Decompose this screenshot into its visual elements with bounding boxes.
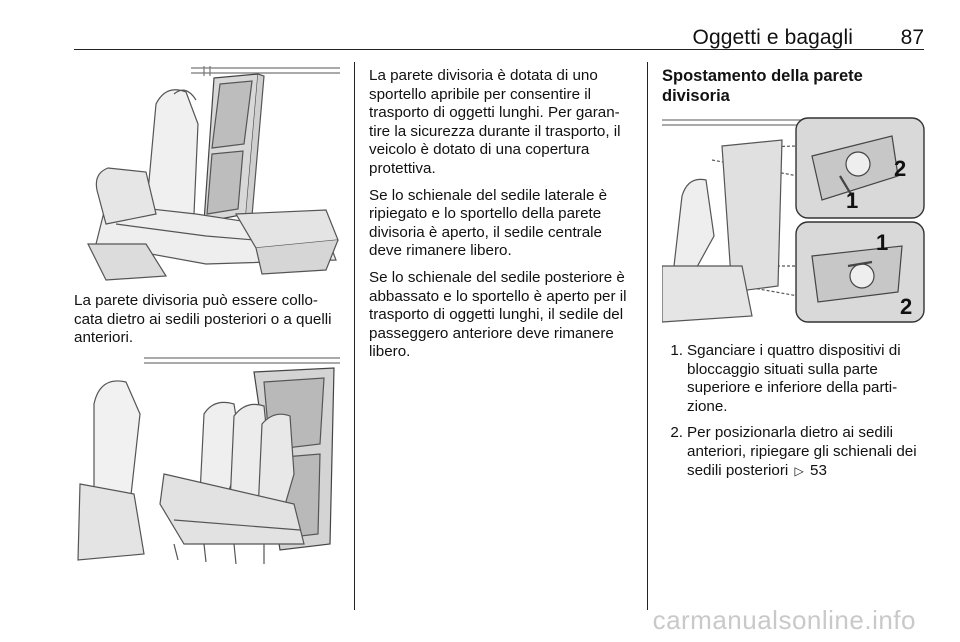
callout-top-2: 2 — [894, 156, 907, 181]
section-title: Spostamento della parete divisoria — [662, 67, 863, 105]
column2-body — [369, 67, 635, 370]
step-number: 1. — [670, 342, 683, 359]
paragraph-3: Se lo schienale del sedile posteriore è abbassato e lo sportello è aperto per il trasporto di oggetti lunghi, il sedile del passeggero anteriore deve rimanere libero. — [369, 268, 627, 361]
list-item — [662, 424, 924, 480]
partition-rear-seats-drawing — [86, 64, 340, 282]
header-title: Oggetti e bagagli — [692, 26, 853, 49]
page-number: 87 — [900, 26, 924, 49]
header-rule — [74, 49, 924, 50]
column-divider-left — [354, 62, 355, 610]
column-divider-right — [647, 62, 648, 610]
step-number: 2. — [670, 424, 683, 442]
paragraph-1: La parete divisoria è dotata di uno sportello apribile per consentire il trasporto di oggetti lunghi. Per garan-tire la sicurezza durante il trasporto, il veicolo è dotato di una copertura protettiva. — [369, 67, 621, 177]
list-item — [662, 342, 924, 416]
callout-top-1: 1 — [846, 188, 859, 213]
callout-bottom-2: 2 — [900, 294, 913, 319]
locking-devices-drawing — [662, 116, 926, 328]
step-text: Sganciare i quattro dispositivi di bloccaggio situati sulla parte superiore e inferiore della parti-zione. — [687, 342, 901, 415]
arrow-reference-icon: ▷ — [794, 463, 804, 478]
caption-paragraph: La parete divisoria può essere collo-cata dietro ai sedili posteriori o a quelli anteriori. — [74, 292, 332, 347]
illustration-partition-behind-front-seats — [74, 354, 340, 568]
column1-caption — [74, 292, 344, 356]
step-text-wrap — [687, 424, 924, 480]
watermark: carmanualsonline.info — [652, 605, 916, 635]
partition-front-seats-drawing — [74, 354, 340, 568]
callout-bottom-1: 1 — [876, 230, 889, 255]
paragraph-2: Se lo schienale del sedile laterale è ripiegato e lo sportello della parete divisoria è aperto, il sedile centrale deve rimanere libero. — [369, 186, 608, 260]
steps-list — [662, 342, 924, 488]
illustration-locking-devices — [662, 116, 926, 328]
step-text: Per posizionarla dietro ai sedili anteriori, ripiegare gli schienali dei sedili posteriori — [687, 424, 917, 479]
illustration-partition-behind-rear-seats — [86, 64, 340, 282]
xref-page[interactable]: 53 — [810, 461, 827, 479]
